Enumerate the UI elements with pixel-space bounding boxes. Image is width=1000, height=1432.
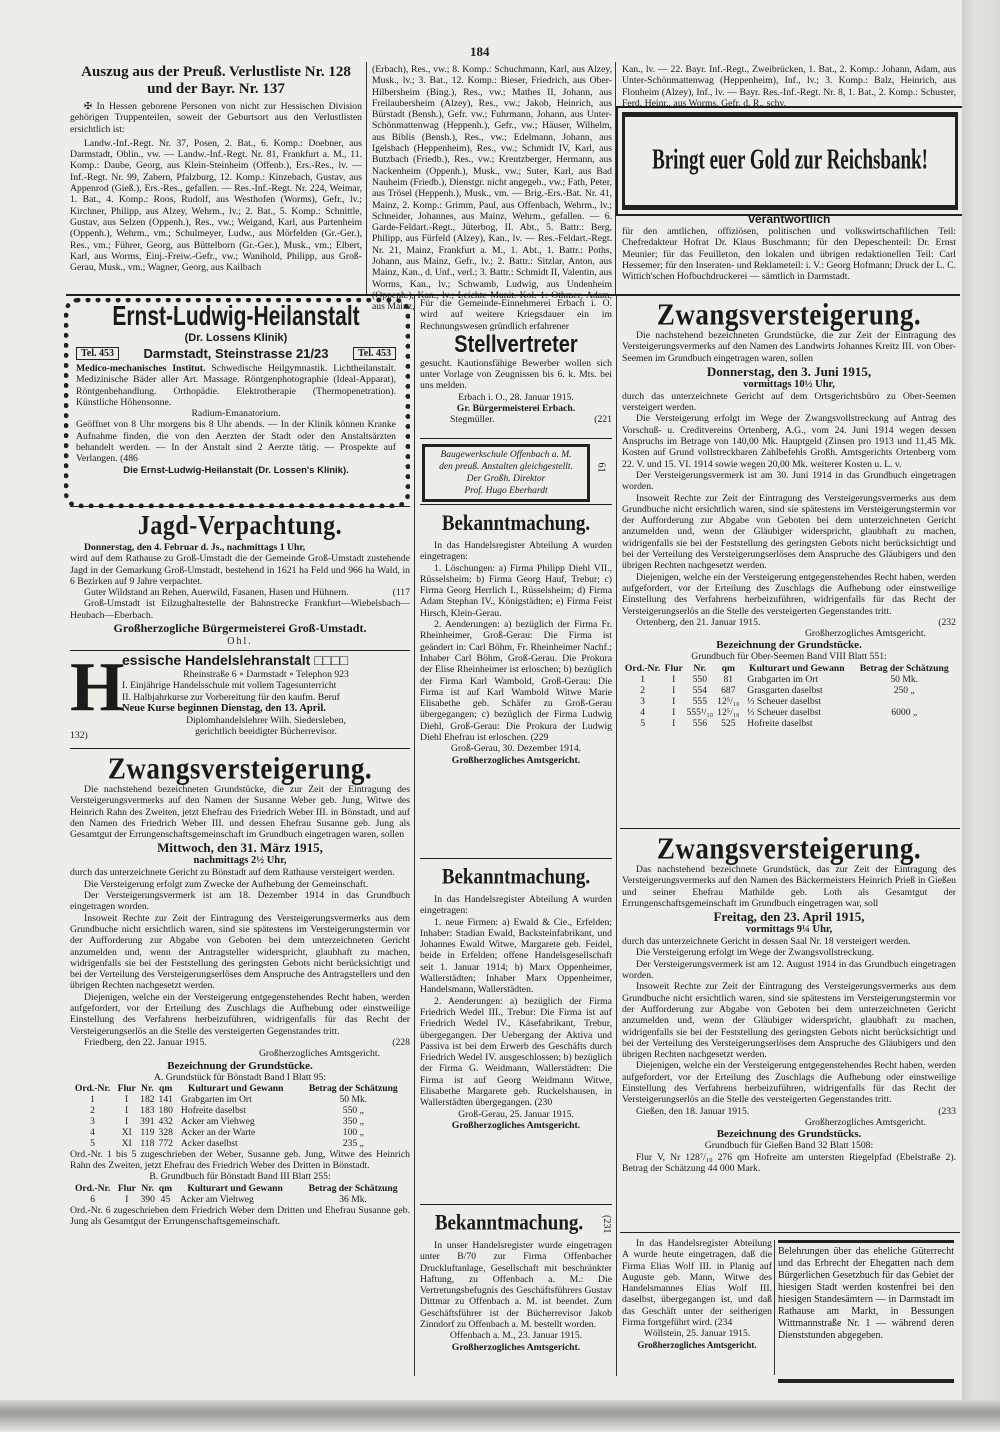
article-title: Auszug aus der Preuß. Verlustliste Nr. 128 — [81, 64, 351, 80]
notice-ref: (234 — [714, 1317, 733, 1329]
article-intro: ✠ In Hessen geborene Personen von nicht zur Hessischen Division gehörigen Truppenteilen, soweit der Geburtsort aus den Verlustlisten ersichtlich ist: — [70, 101, 362, 135]
ad-text: gesucht. Kautionsfähige Bewerber wollen sich unter Vorlage von Zeugnissen bis 6. k. Mts. bei uns melden. — [420, 357, 612, 392]
notice-place-date: Wöllstein, 25. Januar 1915. — [643, 1328, 751, 1340]
table-cell: Hofreite daselbst — [180, 1104, 247, 1116]
table-cell: I — [672, 706, 676, 718]
table-cell: 45 — [160, 1193, 171, 1205]
parcel-detail: Flur V, Nr 128⁷/₁₀ 276 qm Hofreite am untersten Riegelpfad (Ebelstraße 2). Betrag der Schätzung 44 000 Mark. — [622, 1151, 956, 1174]
ad-text: Für die Gemeinde-Einnehmerei Erbach i. O. wird auf weitere Kriegsdauer ein im Rechnungswesen gründlich erfahrener — [420, 298, 612, 332]
table-cell: 250 „ — [893, 684, 915, 696]
ad-title: Ernst-Ludwig-Heilanstalt — [112, 301, 360, 332]
hunting-lease-notice — [70, 510, 410, 646]
notice-text: Insoweit Rechte zur Zeit der Eintragung des Versteigerungsvermerks aus dem Grundbuche nicht ersichtlich waren, sind sie spätestens im Versteigerungstermin vor der Aufforderung zur Abgabe von Geboten bei dem unterzeichneten Gericht anzumelden und, wenn der Gläubiger widerspricht, glaubhaft zu machen, widrigenfalls sie bei der Feststellung des geringsten Gebots nicht berücksichtigt und bei der Verteilung des Versteigerungserlöses dem Anspruche des Gläubigers und den übrigen Rechten nachgesetzt werden. — [622, 492, 956, 572]
table-cell: 1 — [90, 1093, 95, 1105]
table-row — [70, 1127, 410, 1138]
parcels-heading: Bezeichnung der Grundstücke. — [716, 639, 862, 652]
ad-ref: 132) — [70, 730, 88, 741]
notice-ref: (228 — [392, 1036, 410, 1048]
column-header: Kulturart und Gewann — [187, 1182, 283, 1194]
column-header: Betrag der Schätzung — [859, 662, 949, 674]
notice-text: durch das unterzeichnete Gericht auf dem Ortsgerichtsbüro zu Ober-Seemen versteigert werden. — [622, 390, 956, 414]
table-cell — [852, 718, 956, 729]
column-header: Ord.-Nr. — [74, 1082, 111, 1094]
notice-ref: (233 — [938, 1105, 956, 1117]
table-cell: I — [125, 1115, 129, 1127]
casualty-list-continued — [372, 64, 612, 313]
table-cell: 4 — [640, 706, 645, 718]
table-cell: ⅓ Scheuer daselbst — [747, 695, 822, 707]
auction-time: nachmittags 2½ Uhr, — [193, 855, 287, 867]
ad-name: Stegmüller. — [450, 414, 495, 426]
auction-date: Mittwoch, den 31. März 1915, — [157, 840, 323, 856]
table-row — [70, 1138, 410, 1149]
table-cell: Grabgarten im Ort — [180, 1093, 252, 1105]
article-subtitle: und der Bayr. Nr. 137 — [147, 81, 285, 97]
ad-line: Diplomhandelslehrer Wilh. Siedersleben, — [186, 714, 346, 726]
table-cell: 119 — [140, 1126, 155, 1138]
table-cell: 556 — [692, 717, 707, 729]
notice-title: Jagd-Verpachtung. — [137, 511, 343, 541]
ad-line: gerichtlich beeidigter Bücherrevisor. — [195, 726, 337, 738]
table-cell: I — [672, 684, 676, 696]
column-header: Flur — [117, 1082, 136, 1094]
parcels-subheading: Grundbuch für Gießen Band 32 Blatt 1508: — [704, 1140, 874, 1152]
table-cell: 350 „ — [342, 1115, 364, 1127]
ad-ref: 61 — [595, 462, 607, 473]
table-cell: Hofreite daselbst — [747, 717, 813, 729]
table-cell: 180 — [158, 1104, 173, 1116]
column-header: Ord.-Nr. — [74, 1182, 111, 1194]
auction-time: vormittags 9¼ Uhr, — [745, 924, 833, 936]
notice-text: Diejenigen, welche ein der Versteigerung entgegenstehendes Recht haben, werden aufgefordert, vor der Erteilung des Zuschlags die Aufhebung oder einstweilige Einstellung des Verfahrens herbeizuführen, widrigenfalls für das Recht der Versteigerungserlös an die Stelle des versteigerten Gegenstandes tritt. — [622, 1060, 956, 1106]
table-cell: 141 — [158, 1093, 173, 1105]
notice-text: In das Handelsregister Abteilung A wurden eingetragen: — [420, 540, 612, 563]
marital-law-info-box — [778, 1240, 954, 1383]
notice-text: Die Versteigerung erfolgt zum Zwecke der Aufhebung der Gemeinschaft. — [84, 878, 369, 890]
table-cell: 183 — [140, 1104, 155, 1116]
notice-signature: Großherzogliche Bürgermeisterei Groß-Umstadt. — [113, 621, 367, 636]
ad-ref: (221 — [594, 414, 612, 426]
table-cell: 5 — [640, 717, 645, 729]
table-cell: 525 — [721, 717, 736, 729]
ad-lead: Medico-mechanisches Institut. — [76, 363, 206, 374]
ad-ref: (486 — [120, 453, 138, 465]
table-cell: 432 — [158, 1115, 173, 1127]
notice-name: Ohl. — [227, 636, 253, 648]
court-name: Großherzogliches Amtsgericht. — [451, 754, 581, 766]
notice-ref: (117 — [392, 587, 410, 599]
notice-place-date: Offenbach a. M., 23. Januar 1915. — [449, 1330, 583, 1342]
scan-bottom-edge — [0, 1400, 1000, 1432]
auction-date: Donnerstag, den 3. Juni 1915, — [706, 363, 872, 379]
notice-ref: (231 — [601, 1214, 612, 1234]
parcels-note: Ord.-Nr. 6 zugeschrieben dem Friedrich Weber dem Dritten und Ehefrau Susanne geb. Jung als Gesamtgut der Errungenschaftsgemeinschaft. — [70, 1204, 410, 1228]
ad-title: Stellvertreter — [454, 331, 578, 359]
column-header: Nr. — [141, 1182, 155, 1194]
table-cell: I — [125, 1093, 129, 1105]
column-header: Flur — [117, 1182, 136, 1194]
table-cell: I — [125, 1193, 129, 1205]
column-header: Nr. — [693, 662, 707, 674]
ad-boxes: □□□□ — [314, 652, 349, 668]
table-cell: 391 — [140, 1115, 155, 1127]
drop-cap: H — [70, 649, 125, 726]
reichsbank-appeal: Bringt euer Gold zur Reichsbank! — [652, 144, 928, 176]
ad-line: Prof. Hugo Eberhardt — [464, 486, 548, 496]
ad-footer: Die Ernst-Ludwig-Heilanstalt (Dr. Lossen's Klinik). — [123, 464, 349, 476]
casualty-list-article — [70, 64, 362, 294]
table-cell: 687 — [721, 684, 736, 696]
notice-text: 1. Löschungen: a) Firma Philipp Diehl VII., Rüsselsheim; b) Firma Georg Hauf, Trebur; c) Firma Georg Herrlich I., Rüsselsheim; d) Firma Adam Stephan IV., Königstädten; e) Firma Feist Hirsch, Klein-Gerau. — [420, 562, 612, 619]
table-header-row — [70, 1183, 410, 1194]
notice-text: Diejenigen, welche ein der Versteigerung entgegenstehendes Recht haben, werden aufgefordert, vor der Erteilung des Zuschlags die Aufhebung oder einstweilige Einstellung des Verfahrens herbeizuführen, widrigenfalls für das Recht der Versteigerungserlös an die Stelle des versteigerten Gegenstandes tritt. — [70, 991, 410, 1037]
notice-text: durch das unterzeichnete Gericht in dessen Saal Nr. 18 versteigert werden. — [622, 936, 911, 948]
notice-text: Der Versteigerungsvermerk ist am 18. Dezember 1914 in das Grundbuch eingetragen worden. — [70, 890, 410, 913]
court-name: Großherzogliches Amtsgericht. — [637, 1339, 757, 1350]
table-cell: Acker am Viehweg — [179, 1193, 254, 1205]
column-header: Ord.-Nr. — [624, 662, 661, 674]
ad-line: I. Einjährige Handelsschule mit vollem Tagesunterricht — [122, 680, 337, 692]
commercial-school-ad — [70, 649, 410, 746]
table-cell: Grasgarten daselbst — [747, 684, 823, 696]
table-row — [622, 696, 956, 707]
table-cell: 235 „ — [342, 1137, 364, 1149]
notice-text: 2. Aenderungen: a) bezüglich der Firma Fr. Rheinheimer, Groß-Gerau: Die Firma ist geändert in: Carl Böhm, Fr. Rheinheimer Nachf.; Inhaber Carl Böhm, Groß-Gerau. Die Prokura der Elise Rheinheimer ist erloschen; b) bezüglich der Firma Karl Wambold, Groß-Gerau: Die Firma ist auf Karl Wambold Witwe Marie Elisabethe geb. Schäfer zu Groß-Gerau übergegangen; c) bezüglich der Firma Ludwig Diehl, Groß-Gerau: Die Prokura der Ludwig Diehl Ehefrau ist erloschen. — [420, 619, 612, 744]
table-cell: 12⁵/₁₀ — [717, 706, 740, 718]
table-cell: 772 — [158, 1137, 173, 1149]
notice-ref: (232 — [938, 616, 956, 628]
commercial-register-notice-4 — [622, 1238, 772, 1378]
table-cell: 50 Mk. — [890, 673, 919, 685]
column-rule — [774, 1240, 775, 1375]
foreclosure-notice-ortenberg — [622, 298, 956, 826]
table-cell: 2 — [90, 1104, 95, 1116]
column-header: qm — [158, 1182, 173, 1194]
foreclosure-notice-giessen — [622, 832, 956, 1228]
column-header: qm — [721, 662, 735, 674]
table-cell: Acker an der Warte — [180, 1126, 256, 1138]
table-cell: 6 — [90, 1193, 96, 1205]
table-cell: Grabgarten im Ort — [747, 673, 819, 685]
notice-text: Groß-Umstadt ist Eilzughaltestelle der Bahnstrecke Frankfurt—Wiebelsbach—Heubach—Eberbach. — [70, 598, 410, 621]
table-row — [70, 1116, 410, 1127]
ad-subtitle: (Dr. Lossens Klinik) — [184, 332, 288, 344]
page-number: 184 — [470, 44, 490, 59]
ad-place-date: Erbach i. O., 28. Januar 1915. — [458, 391, 574, 403]
table-row — [622, 685, 956, 696]
notice-text: In das Handelsregister Abteilung A wurde heute eingetragen, daß die Firma Elias Wolf III. in Planig auf Auguste geb. Mann, Witwe des Handelsmannes Elias Wolf III. daselbst, übergegangen ist, und daß das Geschäft unter der seitherigen Firma fortgeführt wird. — [622, 1238, 772, 1329]
table-cell — [852, 696, 956, 707]
casualty-list-text: (Erbach), Res., vw.; 8. Komp.: Schuchmann, Karl, aus Alzey, Musk., lv.; 3. Bat., 12. Komp.: Bieser, Friedrich, aus Ober-Hilbersheim (Bing.), Res., vw.; Mathes II, Johann, aus Freilaubersheim (Alzey), Res., vw.; Jakob, Heinrich, aus Bürstadt (Bensh.), Gefr. vw.; Fuhrmann, Johann, aus Unter-Schönmattenwag (Heppenh.), Gefr., vw.; Häuser, Wilhelm, aus Biblis (Bensh.), Res., vw.; Edelmann, Johann, aus Igelsbach (Heppenheim), Res., vw.; Schmidt IV, Karl, aus Butzbach (Friedb.), Res., vw.; Kreutzberger, Hermann, aus Nackenheim (Oppenh.), Musk., vw.; Suter, Karl, aus Bad Nauheim (Friedb.), Dienstgr. nicht angegeb., vw.; Fath, Peter, aus Trösel (Heppenh.), Musk., vm. — Brig.-Ers.-Bat. Nr. 41, Mainz, 2. Komp.: Grimm, Paul, aus Offenbach, Wehrm., lv.; Schneider, Johannes, aus Mainz, Wehrm., gefallen. — 6. Garde-Feldart.-Regt., Jüterbog, II. Abt., 5. Battr.: Berg, Philipp, aus Fürfeld (Alzey), Kan., lv. — Res.-Feldart.-Regt. Nr. 21, Mainz, Frankfurt a. M., 1. Abt., 1. Battr.: Poths, Johann, aus Mainz, Gefr., lv.; 2. Battr.: Sitzlar, Anton, aus Mainz, Kan., d. Unf., verl.; 3. Battr.: Schmidt II, Valentin, aus Worms, Kan., lv.; Schwamb, Ludwig, aus Undenheim (Oppenh.), Kan., lv.; Leichte Munit.-Kol. 1: Othmer, Adam, aus Mainz, — [372, 64, 612, 313]
table-cell: 50 Mk. — [339, 1093, 368, 1105]
notice-text: Der Versteigerungsvermerk ist am 30. Juni 1914 in das Grundbuch eingetragen worden. — [622, 469, 956, 493]
ad-title: essische Handelslehranstalt — [122, 652, 311, 668]
notice-text: Die Versteigerung erfolgt im Wege der Zwangsvollstreckung. — [636, 947, 875, 959]
court-name: Großherzogliches Amtsgericht. — [804, 1116, 926, 1128]
column-rule — [615, 62, 616, 294]
table-cell: 550 — [692, 673, 707, 685]
table-header-row — [622, 663, 956, 674]
table-cell: 81 — [723, 673, 734, 685]
commercial-register-notice-2 — [420, 862, 612, 1202]
notice-place-date: Gießen, den 18. Januar 1915. — [636, 1105, 750, 1117]
ad-line: den preuß. Anstalten gleichgestellt. — [439, 462, 573, 472]
table-cell: Acker daselbst — [180, 1137, 238, 1149]
divider — [420, 438, 612, 439]
building-school-ad — [422, 444, 590, 502]
table-row — [70, 1194, 410, 1205]
parcels-note: Ord.-Nr. 1 bis 5 zugeschrieben der Weber, Susanne geb. Jung, Witwe des Heinrich Rahn des Zweiten, jetzt Ehefrau des Friedrich Weber des Dritten in Bönstadt. — [70, 1148, 410, 1172]
table-cell: XI — [121, 1126, 132, 1138]
table-cell: 36 Mk. — [339, 1193, 367, 1205]
table-cell: 6000 „ — [891, 706, 918, 718]
ad-radium: Radium-Emanatorium. — [191, 408, 281, 420]
notice-title: Zwangsversteigerung. — [656, 296, 922, 332]
parcels-table-b — [70, 1183, 410, 1205]
column-header: Nr. — [141, 1082, 154, 1094]
court-name: Großherzogliches Amtsgericht. — [451, 1119, 581, 1131]
notice-title: Bekanntmachung. — [441, 511, 591, 536]
parcels-subheading: A. Grundstück für Bönstadt Band I Blatt 95: — [153, 1071, 327, 1083]
table-row — [622, 707, 956, 718]
notice-text: Die nachstehend bezeichneten Grundstücke, die zur Zeit der Eintragung des Versteigerungsvermerks auf den Namen des Landwirts Johannes Kreitz III. von Ober-Seemen im Grundbuch eingetragen waren, sollen — [622, 330, 956, 364]
table-cell: 554 — [692, 684, 707, 696]
court-name: Großherzogliches Amtsgericht. — [804, 628, 926, 640]
table-cell: 2 — [640, 684, 645, 696]
table-cell: 3 — [640, 695, 645, 707]
notice-ref: (229 — [530, 732, 549, 744]
column-rule — [414, 296, 415, 1376]
table-row — [622, 674, 956, 685]
table-cell: Acker am Viehweg — [180, 1115, 255, 1127]
ernst-ludwig-ad — [76, 302, 396, 498]
column-header: Betrag der Schätzung — [308, 1082, 398, 1094]
notice-text: Der Versteigerungsvermerk ist am 12. August 1914 in das Grundbuch eingetragen worden. — [622, 958, 956, 982]
notice-place-date: Groß-Gerau, 25. Januar 1915. — [458, 1108, 574, 1120]
table-cell: 182 — [140, 1093, 155, 1105]
reichsbank-appeal-box — [622, 112, 958, 210]
ad-address: Darmstadt, Steinstrasse 21/23 — [143, 346, 329, 361]
table-cell: 5 — [90, 1137, 95, 1149]
court-name: Großherzogliches Amtsgericht. — [451, 1341, 581, 1353]
commercial-register-notice-1 — [420, 508, 612, 856]
table-cell: 100 „ — [342, 1126, 364, 1138]
table-cell: I — [672, 673, 676, 685]
ad-address: Rheinstraße 6 ∘ Darmstadt ∘ Telephon 923 — [183, 669, 349, 680]
notice-text: Diejenigen, welche ein der Versteigerung entgegenstehendes Recht haben, werden aufgefordert, vor der Erteilung des Zuschlags die Aufhebung oder einstweilige Einstellung des Verfahrens herbeizuführen, widrigenfalls für das Recht der Versteigerungserlös an die Stelle des versteigerten Gegenstandes tritt. — [622, 571, 956, 617]
parcels-heading: Bezeichnung der Grundstücke. — [167, 1059, 313, 1072]
casualty-list-text: Landw.-Inf.-Regt. Nr. 37, Posen, 2. Bat., 6. Komp.: Doebner, aus Darmstadt, Oblin., vw. — Landw.-Inf.-Regt. Nr. 81, Frankfurt a. M., 11. Komp.: Daube, Georg, aus Klein-Steinheim (Offenb.), Ers.-Res., lv. — Inf.-Regt. Nr. 99, Zabern, Pfalzburg, 12. Komp.: Kinzebach, Gustav, aus Appenrod (Gieß.), Ers.-Res., gefallen. — Res.-Inf.-Regt. Nr. 224, Weimar, 1. Bat., 4. Komp.: Roos, Rudolf, aus Westhofen (Worms), Gefr., lv.; Kirchner, Philipp, aus Alzey, Wehrm., lv.; 2. Bat., 5. Komp.: Schnittle, Gustav, aus Selzen (Oppenh.), Res., vw.; Weigand, Karl, aus Partenheim (Oppenh.), Wehrm., vm.; Schulmeyer, Ludw., aus Mörfelden (Gr.-Ger.), Res., vm.; Führer, Georg, aus Büttelborn (Gr.-Ger.), Musk., vm.; Elbert, Karl, aus Worms, Einj.-Freiw.-Gefr., vw.; Wanihold, Philipp, aus Groß-Gerau, Musk., vm.; Wagner, Georg, aus Kailbach — [70, 137, 362, 274]
notice-text: Die Versteigerung erfolgt im Wege der Zwangsvollstreckung auf Antrag des Vorschuß- u. Creditvereins Ortenberg, A.G., vom 24. Juni 1914 wegen dessen Anspruchs im Betrage von 140,00 Mk. Hauptgeld (Zinsen pro 1913 und 11,45 Mk. Kosten auf Grund vollstreckbaren Zahlbefehls Großh. Amtsgerichts Ortenberg vom 22. V. und 15. VI. 1914 sowie wegen 20,00 Mk. weiterer Kosten u. L. v. — [622, 413, 956, 470]
info-text: Belehrungen über das eheliche Güterrecht und das Erbrecht der Ehegatten nach dem Bürgerlichen Gesetzbuch für das Gebiet der hiesigen Stadt werden kostenfrei bei den hiesigen Standesämtern — in Darmstadt im Rathause am Markt, in Bessungen Wittmannstraße Nr. 1 — während deren Dienststunden abgegeben. — [778, 1246, 954, 1341]
table-cell: I — [672, 695, 676, 707]
table-cell: 12⁵/₁₀ — [717, 695, 740, 707]
column-rule — [366, 62, 367, 294]
masthead-responsible — [622, 212, 956, 290]
divider — [620, 1232, 960, 1233]
notice-title: Bekanntmachung. — [434, 1211, 584, 1236]
ad-line: II. Halbjahrkurse zur Vorbereitung für den kaufm. Beruf — [122, 691, 340, 703]
notice-place-date: Ortenberg, den 21. Januar 1915. — [636, 616, 761, 628]
column-header: Betrag der Schätzung — [308, 1182, 398, 1194]
notice-text: durch das unterzeichnete Gericht zu Bönstadt auf dem Rathause versteigert werden. — [70, 867, 395, 879]
notice-title: Zwangsversteigerung. — [107, 750, 373, 786]
court-name: Großherzogliches Amtsgericht. — [258, 1048, 380, 1060]
commercial-register-notice-3 — [420, 1208, 612, 1376]
notice-text: 1. neue Firmen: a) Ewald & Cie., Erfelden; Inhaber: Stadian Ewald, Backsteinfabrikant, und Johannes Ewald Witwe, Margarete geb. Feidel, beide in Erfelden; offene Handelsgesellschaft seit 1. Januar 1914; b) Marx Oppenheimer, Wallerstädten; Inhaber Marx Oppenheimer, Handelsmann, Wallerstädten. — [420, 916, 612, 996]
table-header-row — [70, 1083, 410, 1094]
notice-text: In das Handelsregister Abteilung A wurden eingetragen: — [420, 894, 612, 917]
table-cell: 328 — [158, 1126, 173, 1138]
table-row — [70, 1105, 410, 1116]
notice-text: In unser Handelsregister wurde eingetragen unter B/70 zur Firma Offenbacher Druckluftanlage, Gesellschaft mit beschränkter Haftung, zu Offenbach a. M.: Die Vertretungsbefugnis des Geschäftsführers Gustav Dittmar zu Offenbach a. M. ist beendet. Zum Geschäftsführer ist der Bücherrevisor Jakob Zinndorf zu Offenbach a. M. bestellt worden. — [420, 1240, 612, 1331]
table-cell: 118 — [140, 1137, 155, 1149]
table-row — [70, 1094, 410, 1105]
ad-line: Baugewerkschule Offenbach a. M. — [440, 450, 572, 460]
deputy-wanted-ad — [420, 298, 612, 436]
adjacent-page-edge — [962, 0, 1000, 1432]
ad-signature: Gr. Bürgermeisterei Erbach. — [456, 403, 576, 415]
table-cell: XI — [121, 1137, 132, 1149]
tel-box-left: Tel. 453 — [76, 347, 119, 360]
column-header: Flur — [664, 662, 683, 674]
parcels-subheading: B. Grundbuch für Bönstadt Band III Blatt 255: — [149, 1171, 331, 1183]
notice-place-date: Groß-Gerau, 30. Dezember 1914. — [450, 743, 582, 755]
table-cell: I — [672, 717, 676, 729]
column-header: qm — [159, 1082, 173, 1094]
ad-line: Neue Kurse beginnen Dienstag, den 13. April. — [122, 702, 326, 714]
table-cell: 390 — [140, 1193, 155, 1205]
table-cell: 555 — [692, 695, 707, 707]
table-cell: 1 — [640, 673, 645, 685]
parcels-table — [622, 663, 956, 729]
notice-ref: (230 — [534, 1097, 553, 1109]
notice-text: Das nachstehend bezeichnete Grundstück, das zur Zeit der Eintragung des Versteigerungsvermerks auf den Namen des Bäckermeisters Heinrich Prieß in Gießen und seiner Ehefrau Mathilde geb. Loth als Gesamtgut der Errungenschaftsgemeinschaft im Grundbuch eingetragen war, soll — [622, 864, 956, 909]
column-header: Kulturart und Gewann — [749, 662, 845, 674]
ad-line: Der Großh. Direktor — [466, 474, 546, 484]
auction-time: vormittags 10½ Uhr, — [743, 378, 835, 390]
notice-place-date: Friedberg, den 22. Januar 1915. — [84, 1036, 207, 1048]
responsible-text: für den amtlichen, offiziösen, politischen und volkswirtschaftlichen Teil: Chefredakteur Hofrat Dr. Klaus Buschmann; für den Depeschenteil: Dr. Ernst Meunier; für das Feuilleton, den lokalen und übrigen redaktionellen Teil: Carl Hessemer; für den Inseraten- und Reklameteil: i. V.: Georg Hofmann; Druck der L. C. Wittich'schen Hofbuchdruckerei — sämtlich in Darmstadt. — [622, 226, 956, 283]
table-cell: I — [125, 1104, 129, 1116]
ad-body: Schwedische Heilgymnastik. Lichtheilanstalt. Medizinische Bäder aller Art. Massage. Röntgenphotographie (Ideal-Apparat), Röntgenbehandlung. Orthopädie. Elektrotherapie (Thermopenetration). Künstliche Höhensonne. — [76, 363, 396, 408]
notice-text: 2. Aenderungen: a) bezüglich der Firma Friedrich Wedel III., Trebur: Die Firma ist auf Friedrich Wedel IV., Käsefabrikant, Trebur, übergegangen. Der Uebergang der Aktiva und Passiva ist bei dem Erwerb des Geschäfts durch Friedrich Wedel IV. ausgeschlossen; b) bezüglich der Firma G. Weidmann, Wallerstädten: Die Firma ist auf Georg Weidmann Witwe, Elisabethe Margarete geb. Ruckelshausen, in Wallerstädten übergegangen. — [420, 995, 612, 1109]
auction-date: Freitag, den 23. April 1915, — [713, 909, 865, 925]
notice-text: Insoweit Rechte zur Zeit der Eintragung des Versteigerungsvermerks aus dem Grundbuche nicht ersichtlich waren, sind sie spätestens im Versteigerungstermin vor der Aufforderung zur Abgabe von Geboten bei dem unterzeichneten Gericht anzumelden und, wenn der Antragsteller widerspricht, glaubhaft zu machen, widrigenfalls sie bei der Feststellung des geringsten Gebots nicht berücksichtigt und bei der Verteilung des Versteigerungserlöses dem Anspruche des Antragstellers und den übrigen Rechten nachgesetzt werden. — [70, 912, 410, 992]
notice-text: wird auf dem Rathause zu Groß-Umstadt die der Gemeinde Groß-Umstadt zustehende Jagd in der Gemarkung Groß-Umstadt, bestehend in 1621 ha Feld und 966 ha Wald, in 6 Bezirken auf 9 Jahre verpachtet. — [70, 553, 410, 587]
casualty-list-text: Kan., lv. — 22. Bayr. Inf.-Regt., Zweibrücken, 1. Bat., 2. Komp.: Johann, Adam, aus Unter-Schönmattenwag (Heppenheim), Inf., lv.; 3. Komp.: Balz, Heinrich, aus Flonheim (Alzey), Inf., lv. — Bayr. Res.-Inf.-Regt. Nr. 8, 1. Bat., 2. Komp.: Schuster, Ferd. Heinr., aus Worms, Gefr. d. R., schv. — [622, 64, 956, 109]
notice-text: Guter Wildstand an Rehen, Auerwild, Fasanen, Hasen und Hühnern. — [84, 587, 349, 599]
ad-hours: Geöffnet von 8 Uhr morgens bis 8 Uhr abends. — In der Klinik können Kranke Aufnahme finden, die von den Aerzten der Stadt oder den Anstaltsärzten behandelt werden. — In der Anstalt sind 2 Aerzte tätig. — Prospekte auf Verlangen. — [76, 419, 396, 465]
responsible-title: Verantwortlich — [747, 212, 831, 226]
table-cell: ⅓ Scheuer daselbst — [747, 706, 822, 718]
notice-date: Donnerstag, den 4. Februar d. Js., nachmittags 1 Uhr, — [84, 542, 306, 553]
parcels-heading: Bezeichnung des Grundstücks. — [716, 1128, 862, 1141]
column-rule — [616, 296, 617, 1376]
parcels-table-a — [70, 1083, 410, 1149]
notice-text: Die nachstehend bezeichneten Grundstücke, die zur Zeit der Eintragung des Versteigerungsvermerks auf den Namen der Susanne Weber geb. Jung, Witwe des Heinrich Rahn des Zweiten, jetzt Ehefrau des Friedrich Weber III. in Bönstadt, und auf den Namen des Friedrich Weber III. und dessen Ehefrau Susanne geb. Jung als Gesamtgut der Errungenschaftsgemeinschaft im Grundbuch eingetragen waren, sollen — [70, 784, 410, 841]
column-header: Kulturart und Gewann — [188, 1082, 284, 1094]
table-row — [622, 718, 956, 729]
table-cell: 3 — [90, 1115, 95, 1127]
notice-text: Insoweit Rechte zur Zeit der Eintragung des Versteigerungsvermerks aus dem Grundbuche nicht ersichtlich waren, sind sie spätestens im Versteigerungstermin vor der Aufforderung zur Abgabe von Geboten bei dem unterzeichneten Gericht anzumelden und, wenn der Gläubiger widerspricht, glaubhaft zu machen, widrigenfalls sie bei der Feststellung des geringsten Gebots nicht berücksichtigt und bei der Verteilung des Versteigerungserlöses dem Anspruche des Gläubigers und den übrigen Rechten nachgesetzt werden. — [622, 981, 956, 1061]
notice-title: Zwangsversteigerung. — [656, 830, 922, 866]
foreclosure-notice-friedberg — [70, 752, 410, 1380]
tel-box-right: Tel. 453 — [353, 347, 396, 360]
table-cell: 4 — [90, 1126, 95, 1138]
parcels-subheading: Grundbuch für Ober-Seemen Band VIII Blatt 551: — [691, 651, 887, 663]
notice-title: Bekanntmachung. — [441, 865, 591, 890]
table-cell: 550 „ — [342, 1104, 364, 1116]
table-cell: 555¹/₁₀ — [686, 706, 714, 718]
